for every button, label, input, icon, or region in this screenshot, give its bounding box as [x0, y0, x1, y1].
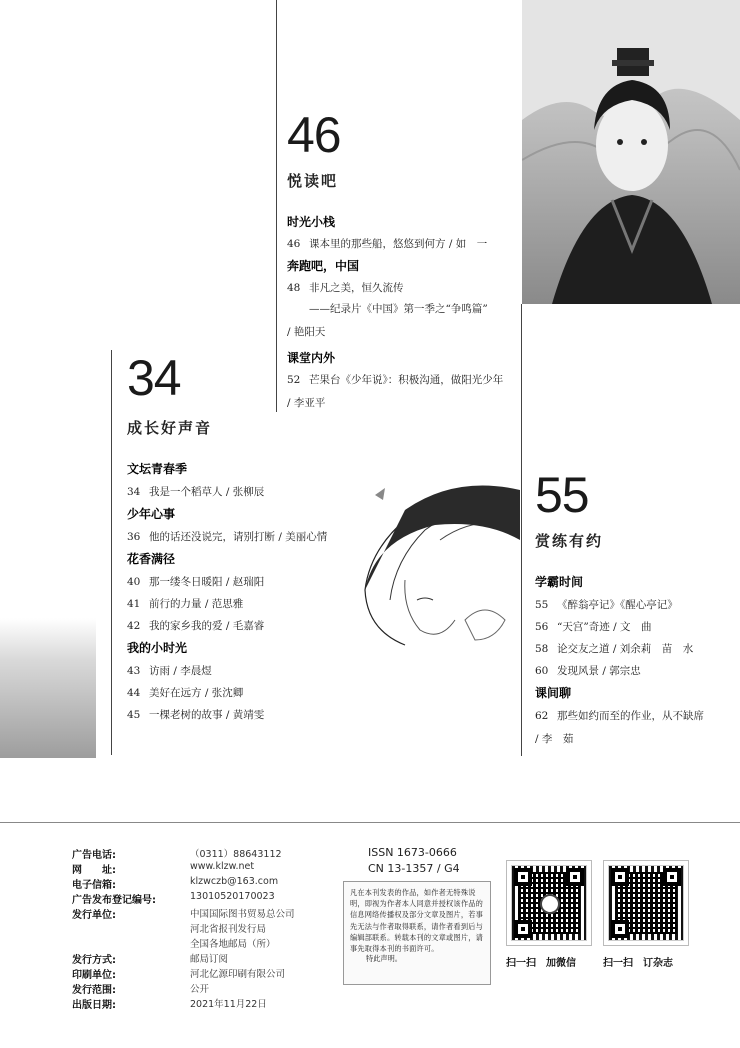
issn-block [368, 846, 460, 875]
divider-line [276, 0, 277, 412]
qr-subscribe[interactable] [603, 860, 689, 946]
toc-item[interactable]: 43 访雨 / 李晨煜 [127, 665, 212, 677]
page-number: 34 [127, 350, 181, 406]
footer-value: 13010520170023 [190, 891, 275, 902]
toc-item[interactable]: 55 《醉翁亭记》《醒心亭记》 [535, 599, 678, 611]
qr-wechat[interactable] [506, 860, 592, 946]
category-title: 花香满径 [127, 552, 176, 566]
section-55 [535, 467, 735, 746]
landscape-image [0, 618, 96, 758]
toc-item[interactable]: 48 非凡之美，恒久流传 [287, 282, 404, 294]
footer-value: （0311）88643112 [190, 849, 282, 860]
toc-item[interactable]: 41 前行的力量 / 范思雅 [127, 598, 244, 610]
footer-label: 广告发布登记编号: [72, 895, 156, 906]
footer-label [72, 936, 190, 951]
footer-value: 河北省报刊发行局 [190, 924, 267, 935]
footer-label: 网 址: [72, 865, 116, 876]
toc-item[interactable]: 34 我是一个稻草人 / 张柳辰 [127, 486, 265, 498]
toc-subtitle: ——纪录片《中国》第一季之“争鸣篇” [309, 303, 488, 315]
category-title: 学霸时间 [535, 575, 584, 589]
cn-number: CN 13-1357 / G4 [368, 862, 460, 875]
toc-item[interactable]: 36 他的话还没说完，请别打断 / 美丽心情 [127, 531, 328, 543]
category-title: 时光小栈 [287, 215, 336, 229]
toc-author: / 李亚平 [287, 397, 326, 409]
qr-subscribe-caption: 扫一扫 订杂志 [603, 958, 673, 969]
category-title: 我的小时光 [127, 641, 188, 655]
toc-item[interactable]: 42 我的家乡我的爱 / 毛嘉睿 [127, 620, 265, 632]
page-number: 46 [287, 107, 341, 163]
category-title: 文坛青春季 [127, 462, 188, 476]
category-title: 少年心事 [127, 507, 176, 521]
footer-value: 中国国际图书贸易总公司 [190, 909, 295, 920]
divider-line [111, 350, 112, 755]
toc-item[interactable]: 52 芒果台《少年说》：积极沟通，做阳光少年 [287, 374, 504, 386]
footer-labels [72, 846, 190, 1011]
toc-item[interactable]: 46 课本里的那些船，悠悠到何方 / 如 一 [287, 238, 488, 250]
qr-code-icon [608, 865, 684, 941]
footer-value: 公开 [190, 984, 210, 995]
toc-item[interactable]: 45 一棵老树的故事 / 黄靖雯 [127, 709, 265, 721]
toc-item[interactable]: 56 “天宫”奇迹 / 文 曲 [535, 621, 652, 633]
footer-label: 印刷单位: [72, 970, 116, 981]
notice-end: 特此声明。 [366, 954, 402, 964]
toc-item[interactable]: 60 发现风景 / 郭宗忠 [535, 665, 641, 677]
footer-value: 全国各地邮局（所） [190, 939, 276, 950]
footer-label: 发行范围: [72, 985, 116, 996]
notice-text: 凡在本刊发表的作品，如作者无特殊说明，即视为作者本人同意并授权该作品的信息网络传播权及部分文章及图片，若事先无法与作者取得联系，请作者看到后与编辑部联系。转载本刊的文章或图片，请事先取得本刊的书面许可。 [350, 888, 483, 954]
toc-item[interactable]: 62 那些如约而至的作业，从不缺席 [535, 710, 704, 722]
footer-values [190, 846, 295, 1011]
footer-label: 出版日期: [72, 1000, 116, 1011]
copyright-notice [343, 881, 491, 985]
issn: ISSN 1673-0666 [368, 846, 457, 859]
page-number: 55 [535, 467, 589, 523]
toc-item[interactable]: 44 美好在远方 / 张沈卿 [127, 687, 244, 699]
toc-author: / 李 茹 [535, 733, 574, 745]
section-title: 成长好声音 [127, 419, 213, 437]
section-title: 赏练有约 [535, 532, 604, 550]
category-title: 课间聊 [535, 686, 572, 700]
qr-wechat-caption: 扫一扫 加微信 [506, 958, 576, 969]
section-title: 悦读吧 [287, 172, 339, 190]
footer-value[interactable]: klzwczb@163.com [190, 876, 279, 887]
toc-item[interactable]: 40 那一缕冬日暖阳 / 赵瑞阳 [127, 576, 265, 588]
footer-label: 广告电话: [72, 850, 116, 861]
toc-item[interactable]: 58 论交友之道 / 刘余莉 苗 水 [535, 643, 694, 655]
footer-label: 发行单位: [72, 910, 116, 921]
cover-photo [522, 0, 740, 304]
footer-label: 电子信箱: [72, 880, 116, 891]
category-title: 奔跑吧，中国 [287, 259, 360, 273]
footer-info [72, 846, 332, 1011]
costume-portrait-illustration [522, 0, 740, 304]
qr-code-icon [511, 865, 587, 941]
footer-value: 2021年11月22日 [190, 999, 267, 1010]
footer-label: 发行方式: [72, 955, 116, 966]
toc-author: / 艳阳天 [287, 326, 326, 338]
footer-label [72, 921, 190, 936]
footer-value: 邮局订阅 [190, 954, 229, 965]
girl-illustration [345, 480, 520, 650]
category-title: 课堂内外 [287, 351, 336, 365]
footer-rule [0, 822, 740, 823]
section-34 [127, 350, 347, 722]
footer-value[interactable]: www.klzw.net [190, 861, 255, 872]
footer-value: 河北亿源印刷有限公司 [190, 969, 286, 980]
